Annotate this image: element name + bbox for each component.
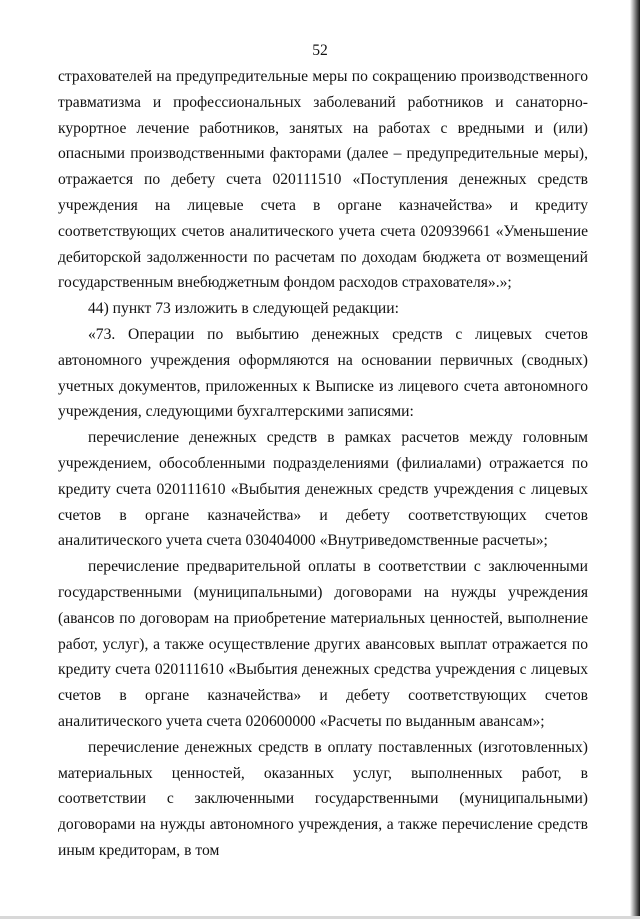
document-body [58, 64, 588, 864]
page-number: 52 [312, 42, 328, 59]
paragraph-clause-73: «73. Операции по выбытию денежных средств с лицевых счетов автономного учреждения оформляются на основании первичных (сводных) учетных документов, приложенных к Выписке из лицевого счета автономного учреждения, следующими бухгалтерскими записями: [58, 325, 588, 421]
paragraph-internal-transfers: перечисление денежных средств в рамках расчетов между головным учреждением, обособленными подразделениями (филиалами) отражается по кредиту счета 020111610 «Выбытия денежных средств учреждения с лицевых счетов в органе казначейства» и дебету соответствующих счетов аналитического учета счета 030404000 «Внутриведомственные расчеты»; [58, 429, 588, 550]
scan-right-edge [630, 0, 640, 919]
paragraph-payments-for-goods: перечисление денежных средств в оплату поставленных (изготовленных) материальных ценностей, оказанных услуг, выполненных работ, в соответствии с заключенными государственными (муниципальными) договорами на нужды автономного учреждения, а также перечисление средств иным кредиторам, в том [58, 738, 588, 859]
paragraph-advance-payments: перечисление предварительной оплаты в соответствии с заключенными государственными (муниципальными) договорами на нужды учреждения (авансов по договорам на приобретение материальных ценностей, выполнение работ, услуг), а также осуществление других авансовых выплат отражается по кредиту счета 020111610 «Выбытия денежных средства учреждения с лицевых счетов в органе казначейства» и дебету соответствующих счетов аналитического учета счета 020600000 «Расчеты по выданным авансам»; [58, 558, 588, 730]
paragraph-item-44: 44) пункт 73 изложить в следующей редакции: [88, 300, 399, 318]
paragraph-continuation: страхователей на предупредительные меры по сокращению производственного травматизма и профессиональных заболеваний работников и санаторно-курортное лечение работников, занятых на работах с вредными и (или) опасными производственными факторами (далее – предупредительные меры), отражается по дебету счета 020111510 «Поступления денежных средств учреждения на лицевые счета в органе казначейства» и кредиту соответствующих счетов аналитического учета счета 020939661 «Уменьшение дебиторской задолженности по расчетам по доходам бюджета от возмещений государственным внебюджетным фондом расходов страхователя».»; [58, 68, 588, 292]
